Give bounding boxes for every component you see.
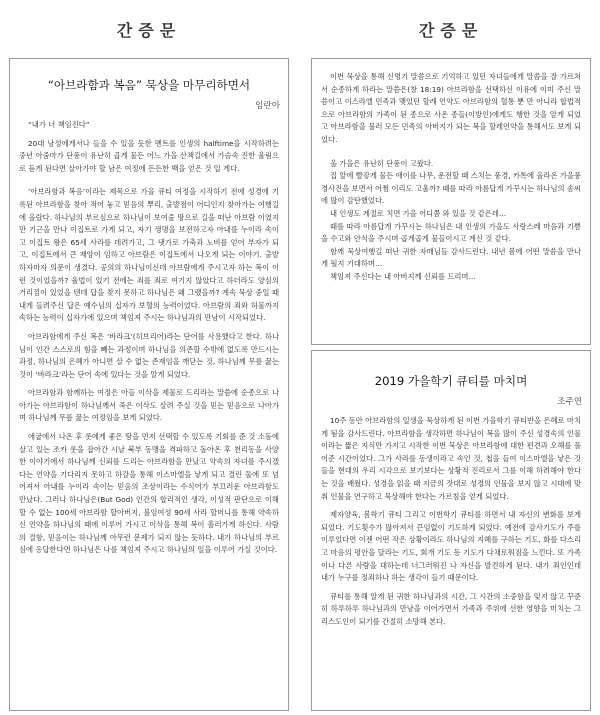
article-body xyxy=(321,415,581,629)
paragraph: 함께 묵상여행길 떠난 귀한 자매님들 감사드린다. 내년 봄에 어떤 말씀을 만나게 될지 기대하며… xyxy=(321,246,581,269)
paragraph: 아브라함에게 주신 복은 ‘바라크’(히브리어)라는 단어를 사용했다고 한다. 하나님이 인간 스스로의 힘을 빼는 과정이며 하나님을 의존할 수밖에 없도록 만드시는 과정, 하나님의 은혜가 아니면 살 수 없는 존재임을 깨닫는 것, 하나님께 무릎 꿇는 것이 ‘바라크’라는 단어 속에 있다는 것을 알게 되었다. xyxy=(19,331,279,379)
paragraph: 내 인생도 계절로 치면 가을 어디쯤 와 있을 것 같은데… xyxy=(330,208,507,218)
paragraph: 때를 따라 아름답게 가꾸시는 하나님은 내 인생의 가을도 사랑스레 마음과 기쁨을 수고와 안식을 주시며 곱게곱게 물들이시고 계신 것 같다. xyxy=(321,221,581,244)
column-header: 간증문 xyxy=(418,20,484,40)
author-name: 조주연 xyxy=(557,397,582,407)
testimony-box-2 xyxy=(311,350,591,711)
testimony-box-1 xyxy=(9,58,289,711)
article-title: 2019 가을학기 큐티를 마치며 xyxy=(374,374,528,388)
right-column xyxy=(302,0,600,715)
paragraph: 애굽에서 나온 후 롯에게 좋은 땅을 먼저 선택할 수 있도록 기회를 준 것 소돔에 살고 있는 조카 롯을 잡아간 시날 북부 동맹을 격파하고 돌아온 후 천리동을 사양한 이야기에서 하나님께 신뢰를 드리는 아브라함을 만났고 약속의 자녀를 주시겠다는 언약을 기다리지 못하고 하갈을 통해 이스마엘을 낳게 되고 결린 둘에 또 넘어져서 아내를 누이라 속이는 믿음의 조상이라는 수식어가 부끄러운 아브라함도 만났다. 그러나 하나님은(But God) 인간의 합리적인 생각, 이성적 판단으로 이해할 수 없는 100세 아브라함 할아버지, 불임여성 90세 사라 할머니를 통해 약속하신 언약을 하나님의 때에 이루어 가시고 이삭을 통해 복이 흘러가게 하신다. 사람의 결함, 믿음이는 하나님께 아무런 문제가 되지 않는 듯하다. 내가 하나님의 부르심에 응답한다면 하나님은 나를 책임져 주시고 하나님의 일을 이루어 가실 것이다. xyxy=(19,432,279,555)
testimony-box-1-continued xyxy=(311,58,591,345)
paragraph: 올 가을은 유난히 단풍이 고왔다. xyxy=(330,158,434,168)
paragraph: ‘아브라함과 복음’이라는 제목으로 가을 큐티 여정을 시작하기 전에 성경에 기록된 아브라함을 찾아 적어 놓고 믿음의 뿌리, 출발점이 어디인지 찾아가는 여행길에 올랐다. 하나님의 부르심으로 하나님이 보여줄 땅으로 길을 떠난 아브람 이였지만 기근을 만나 이집트로 가게 되고, 자기 생명을 보전하고자 아내를 누이라 속이고 이집트 왕은 65세 사라를 데려가고, 그 댓가로 가축과 노비를 얻어 부자가 되고, 이집트에서 큰 재앙이 임하고 아브람은 이집트에서 나오게 되는 이야기. 출발하자마자 의문이 생겼다. 공의의 하나님이신데 아브람에게 주시고자 하는 복이 이런 것이었을까? 율법이 있기 전에는 죄를 죄로 여기지 않았다고 하더라도 양심의 거리낌이 있었을 텐데 답을 찾지 못하고 하나님은 왜 그랬을까? 계속 묵상 중일 때 내게 들려주신 답은 예수님의 십자가 보혈의 능력이었다. 아브람의 죄와 허물까지 속하는 능력이 십자가에 있으며 책임져 주시는 하나님과의 만남이 시작되었다. xyxy=(19,187,279,323)
author-name: 임란아 xyxy=(255,101,280,111)
left-column xyxy=(0,0,298,715)
paragraph: 집 앞에 빨갛게 물든 애이를 나무, 운전할 때 스치는 풍경, 카톡에 올라온 가을풍경사진을 보면서 어쩜 이리도 고울까? 때를 따라 아름답게 가꾸시는 하나님의 솜씨에 많이 감탄했었다. xyxy=(321,171,581,206)
paragraph: 10주 동안 아브라함의 일생을 묵상하게 된 이번 가을학기 큐티반을 은혜로 마치게 됨을 감사드린다. 아브라함을 생각하면 하나님이 복을 많이 주신 성경속의 인물이라는 짧은 지식만 가지고 시작한 이번 묵상은 아브라함에 대한 편견과 오해를 풀어준 시간이었다. 그가 사라를 동생이라고 속인 것, 첩을 들여 이스마엘을 낳은 것 들을 현대의 우리 시각으로 보기보다는 상황적 진리로서 그를 이해 하려해야 한다는 것을 배웠다. 성경을 읽을 때 지금의 잣대로 성경의 인물을 보지 않고 시대에 맞춰 인물을 연구하고 묵상해야 한다는 가르침을 얻게 되었다. xyxy=(321,416,581,501)
paragraph: 20대 남성에게서나 들을 수 있을 듯한 멘트를 인생의 halftime을 시작하려는 중년 아줌마가 단풍이 유난히 곱게 물든 어느 가을 산책길에서 가슴속 진한 울림으로 듣게 된다면 살아가야 할 남은 여정에 든든한 백을 얻은 것 일 게다. xyxy=(19,138,279,173)
article-body xyxy=(321,71,581,284)
paragraph: 제자양육, 봄학기 큐티 그리고 이번학기 큐티를 하면서 내 자신의 변화를 보게 되었다. 기도횟수가 많아져서 끈임없이 기도하게 되었다. 예전에 감사기도가 주를 이루었다면 이젠 어떤 작은 상황이라도 하나님의 지혜를 구하는 기도, 화를 다스리고 마음의 평안을 달라는 기도, 회개 기도 등 기도가 다채로워짐을 느낀다. 또 가족이나 다른 사람을 대하는데 너그러워진 나 자신을 발견하게 된다. 내가 죄인인데 내가 누구를 정죄하나 하는 생각이 들기 때문이다. xyxy=(321,510,581,583)
paragraph: 이번 묵상을 통해 신명기 말씀으로 기억하고 있던 자녀들에게 말씀을 잘 가르쳐서 순종하게 하라는 말씀은(창 18:19) 아브라함을 선택하신 이유에 이미 주신 말씀이고 이스라엘 민족과 맺었던 할례 언약도 아브라함의 혈통 뿐 만 아니라 합법적으로 아브라함의 가족이 된 종으로 사온 종들(이방인)에게도 행한 것을 알게 되었고 아브라함을 불러 모든 민족의 아버지가 되는 복을 할례언약을 통해서도 보게 되었다. xyxy=(321,72,581,144)
paragraph: 큐티를 통해 알게 된 귀한 하나님과의 시간, 그 시간의 소중함을 잊지 않고 꾸준히 하루하루 하나님과의 만남을 이어가면서 가족과 주위에 선한 영향을 미치는 그리스도인이 되기를 간절히 소망해 본다. xyxy=(321,591,581,626)
paragraph: 아브라함과 함께하는 여정은 아들 이삭을 제물로 드리라는 말씀에 순종으로 나아가는 아브라함이 하나님께서 죽은 이삭도 살려 주실 것을 믿는 믿음으로 나아가며 하나님께 무릎 꿇는 여정임을 보게 되었다. xyxy=(19,388,279,423)
article-body xyxy=(19,119,279,557)
column-header: 간증문 xyxy=(116,20,182,40)
paragraph: 책임져 주신다는 내 아버지께 신뢰를 드리며… xyxy=(330,271,476,281)
paragraph: “내가 너 책임진다” xyxy=(28,120,90,129)
article-title: “아브라함과 복음” 묵상을 마무리하면서 xyxy=(47,78,251,92)
